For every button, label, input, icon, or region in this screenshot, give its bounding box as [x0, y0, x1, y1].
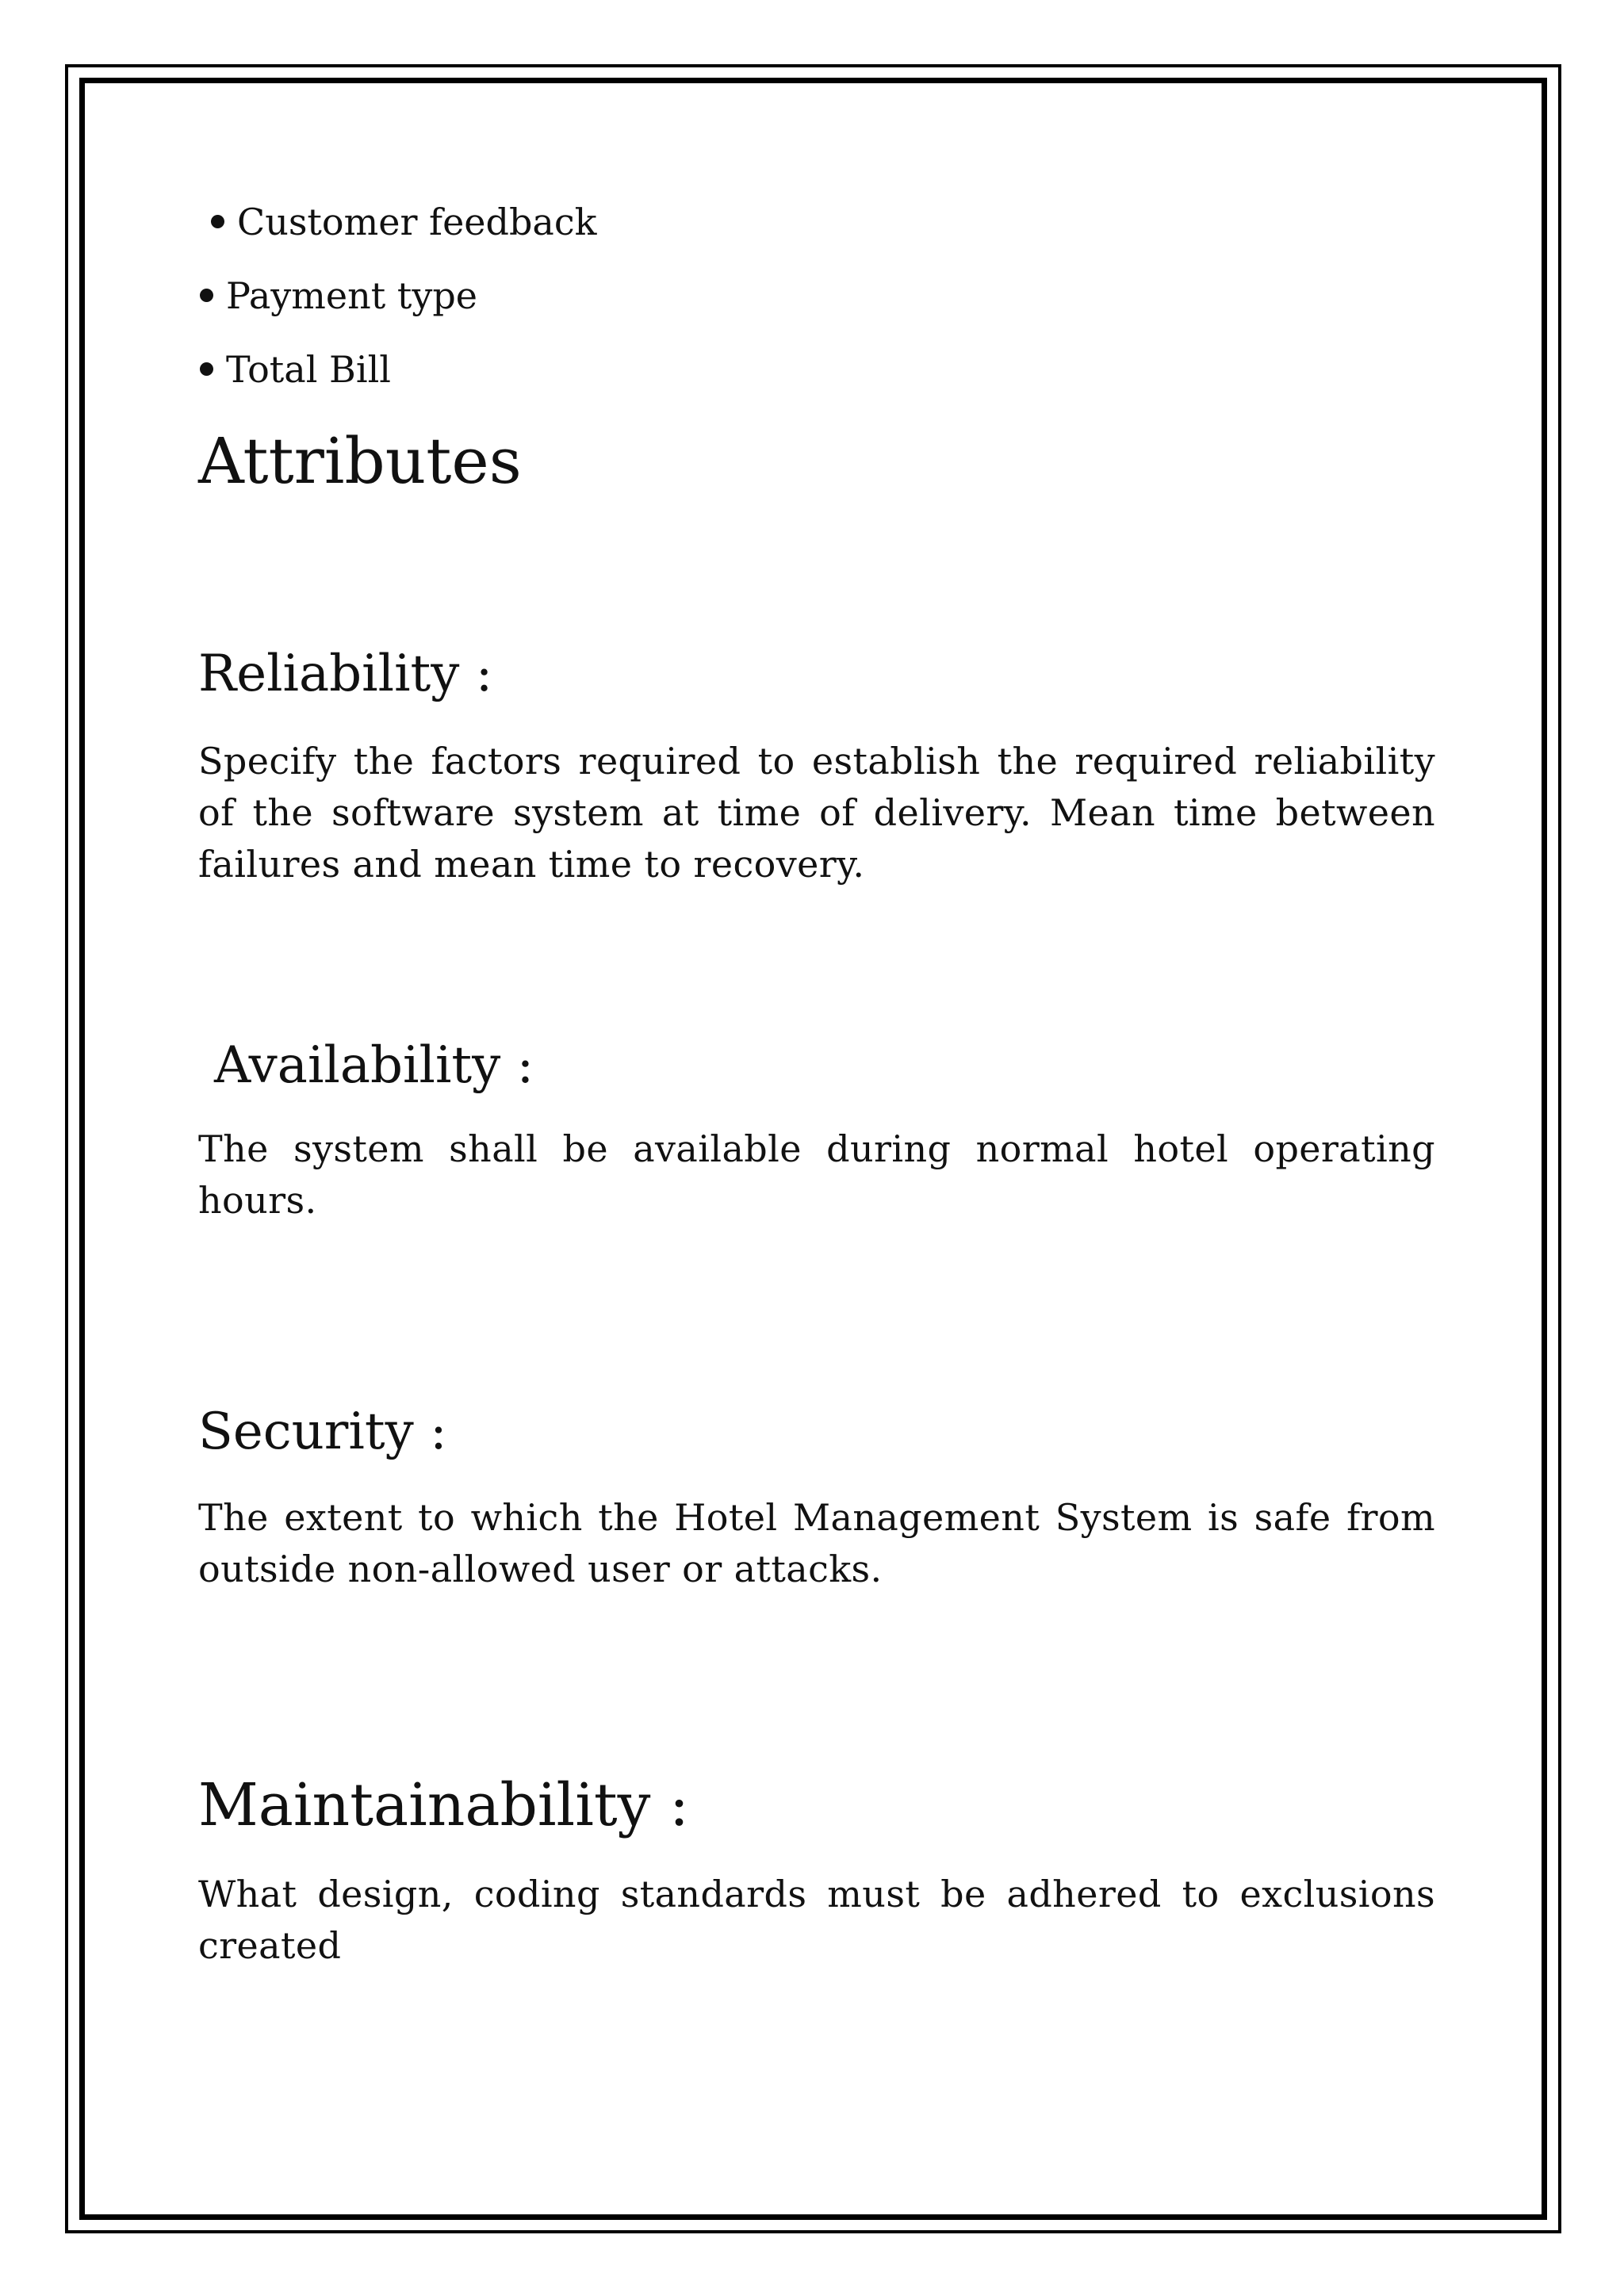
bullet-item-text: Total Bill: [226, 348, 391, 391]
bullet-dot-icon: [211, 215, 224, 228]
section-title-attributes: Attributes: [198, 424, 522, 498]
heading-reliability: Reliability :: [198, 645, 493, 703]
paragraph-availability: The system shall be available during normal hotel operating hours.: [198, 1127, 1435, 1222]
bullet-item: [211, 201, 597, 243]
paragraph-security: The extent to which the Hotel Management System is safe from outside non-allowed user or attacks.: [198, 1496, 1435, 1590]
paragraph-reliability: Specify the factors required to establish the required reliability of the software system at time of delivery. Mean time between failures and mean time to recovery.: [198, 740, 1435, 886]
bullet-dot-icon: [200, 362, 213, 376]
bullet-item: [200, 274, 478, 317]
bullet-item-text: Payment type: [226, 274, 478, 317]
heading-maintainability: Maintainability :: [198, 1771, 689, 1839]
bullet-dot-icon: [200, 289, 213, 302]
heading-security: Security :: [198, 1402, 447, 1461]
paragraph-maintainability: What design, coding standards must be adhered to exclusions created: [198, 1873, 1435, 1967]
bullet-item: [200, 348, 391, 391]
bullet-item-text: Customer feedback: [237, 201, 597, 243]
heading-availability: Availability :: [214, 1036, 534, 1095]
